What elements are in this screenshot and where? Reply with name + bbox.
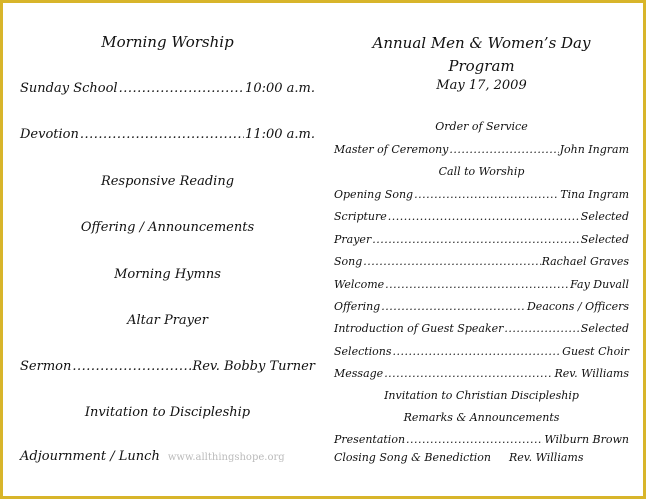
leader-dots bbox=[372, 233, 580, 246]
program-item-label: Message bbox=[334, 367, 384, 381]
program-subtitle: Program bbox=[448, 57, 515, 75]
leader-dots bbox=[384, 367, 553, 380]
sunday-school-row bbox=[20, 81, 315, 96]
program-item-row bbox=[334, 345, 629, 358]
sermon-row bbox=[20, 359, 315, 374]
program-item-row bbox=[334, 278, 629, 291]
leader-dots bbox=[385, 278, 569, 291]
program-item-value: Selected bbox=[580, 210, 629, 224]
watermark: www.allthingshope.org bbox=[167, 452, 285, 463]
morning-worship-title: Morning Worship bbox=[101, 33, 234, 51]
leader-dots bbox=[414, 188, 559, 201]
program-date: May 17, 2009 bbox=[436, 78, 527, 93]
presentation-label: Presentation bbox=[334, 433, 406, 446]
order-of-service-heading: Order of Service bbox=[435, 120, 528, 133]
presentation-row bbox=[334, 433, 629, 446]
program-item-label: Opening Song bbox=[334, 188, 414, 201]
program-item-value: Rev. Williams bbox=[554, 367, 629, 381]
program-item-row bbox=[334, 233, 629, 246]
leader-dots bbox=[449, 143, 558, 156]
program-item-row bbox=[334, 210, 629, 223]
altar-prayer: Altar Prayer bbox=[127, 313, 208, 328]
closing-name: Rev. Williams bbox=[508, 451, 584, 464]
program-item-label: Song bbox=[334, 255, 363, 269]
leader-dots bbox=[504, 322, 579, 335]
leader-dots bbox=[393, 345, 562, 358]
adjournment-row bbox=[20, 449, 315, 464]
program-item-row bbox=[334, 367, 629, 380]
program-item-label: Introduction of Guest Speaker bbox=[334, 322, 504, 336]
program-page bbox=[3, 3, 643, 496]
call-to-worship-heading: Call to Worship bbox=[438, 165, 525, 178]
leader-dots bbox=[72, 359, 191, 374]
program-item-value: Fay Duvall bbox=[570, 277, 629, 291]
offering-announcements: Offering / Announcements bbox=[80, 220, 255, 235]
program-item-label: Prayer bbox=[334, 232, 372, 246]
sermon-speaker: Rev. Bobby Turner bbox=[192, 359, 315, 374]
program-title: Annual Men & Women’s Day bbox=[372, 34, 591, 52]
devotion-label: Devotion bbox=[20, 127, 79, 142]
program-item-value: Deacons / Officers bbox=[526, 300, 629, 313]
program-item-value: Tina Ingram bbox=[560, 188, 629, 201]
leader-dots bbox=[363, 255, 540, 268]
responsive-reading: Responsive Reading bbox=[100, 174, 235, 189]
program-item-value: Selected bbox=[580, 232, 629, 246]
closing-row bbox=[334, 451, 629, 464]
leader-dots bbox=[119, 81, 244, 96]
presentation-name: Wilburn Brown bbox=[544, 433, 629, 446]
sunday-school-time: 10:00 a.m. bbox=[245, 81, 315, 96]
program-item-label: Offering bbox=[334, 300, 381, 313]
program-item-row bbox=[334, 300, 629, 313]
leader-dots bbox=[80, 127, 244, 142]
leader-dots bbox=[406, 433, 543, 446]
master-of-ceremony-row bbox=[334, 143, 629, 156]
program-item-label: Scripture bbox=[334, 210, 387, 224]
program-item-row bbox=[334, 188, 629, 201]
program-panel bbox=[334, 3, 629, 493]
master-name: John Ingram bbox=[559, 143, 629, 156]
invitation-christian-discipleship: Invitation to Christian Discipleship bbox=[384, 389, 579, 402]
morning-worship-panel bbox=[20, 3, 315, 493]
program-item-row bbox=[334, 255, 629, 268]
leader-dots bbox=[381, 300, 526, 313]
devotion-row bbox=[20, 127, 315, 142]
program-item-value: Selected bbox=[580, 322, 629, 336]
master-label: Master of Ceremony bbox=[334, 143, 449, 156]
sunday-school-label: Sunday School bbox=[20, 81, 118, 96]
program-item-row bbox=[334, 322, 629, 335]
morning-hymns: Morning Hymns bbox=[114, 267, 221, 282]
program-item-label: Selections bbox=[334, 344, 392, 358]
invitation-discipleship: Invitation to Discipleship bbox=[84, 405, 251, 420]
remarks-announcements: Remarks & Announcements bbox=[403, 411, 560, 424]
devotion-time: 11:00 a.m. bbox=[245, 127, 315, 142]
program-item-label: Welcome bbox=[334, 277, 385, 291]
program-item-value: Rachael Graves bbox=[541, 255, 629, 269]
leader-dots bbox=[388, 210, 580, 223]
adjournment-label: Adjournment / Lunch bbox=[20, 449, 160, 464]
closing-label: Closing Song & Benediction bbox=[334, 451, 491, 464]
program-item-value: Guest Choir bbox=[562, 344, 629, 358]
sermon-label: Sermon bbox=[20, 359, 72, 374]
